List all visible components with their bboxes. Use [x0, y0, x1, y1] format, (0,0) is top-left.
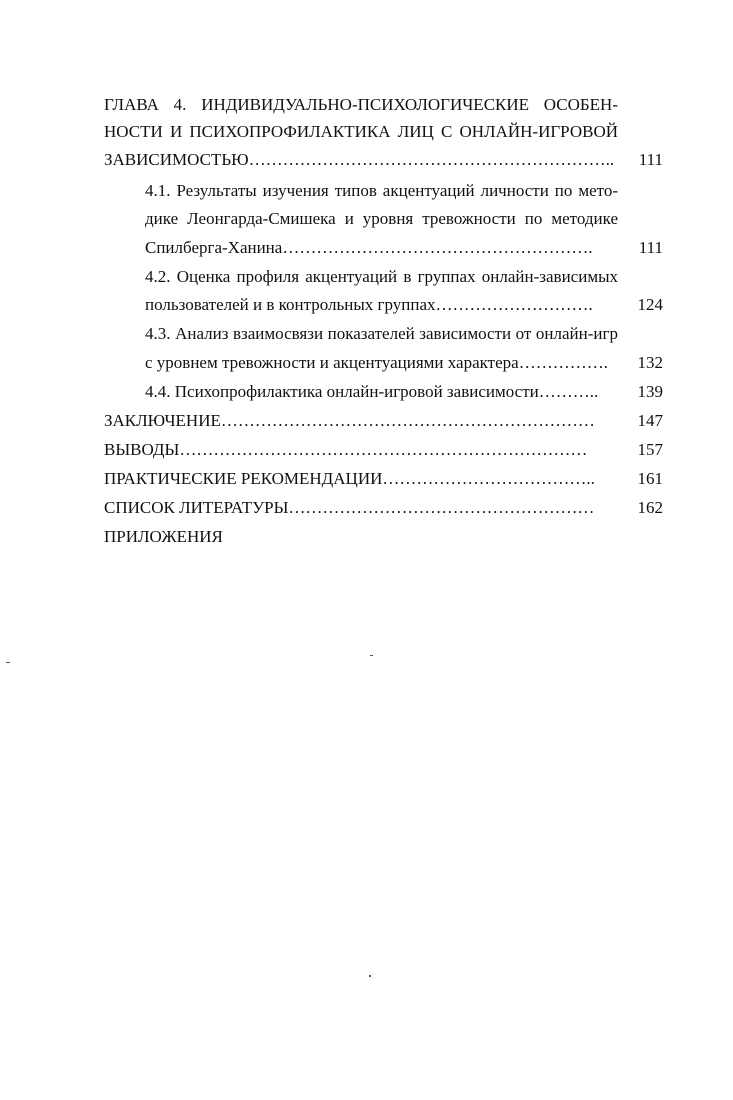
toc-section-4-2-line-2: пользователей и в контрольных группах……………………….	[145, 295, 593, 314]
toc-section-4-4-page-number: 139	[637, 382, 663, 401]
toc-section-4-3-line-1: 4.3. Анализ взаимосвязи показателей зависимости от онлайн-игр	[145, 324, 618, 343]
toc-chapter-4-line-1: ГЛАВА 4. ИНДИВИДУАЛЬНО-ПСИХОЛОГИЧЕСКИЕ ОСОБЕН-	[104, 95, 618, 114]
toc-chapter-4-line-2: НОСТИ И ПСИХОПРОФИЛАКТИКА ЛИЦ С ОНЛАЙН-ИГРОВОЙ	[104, 122, 618, 141]
toc-references-page-number: 162	[637, 498, 663, 517]
toc-section-4-1-page-number: 111	[638, 238, 663, 257]
toc-section-4-1-line-3: Спилберга-Ханина……………………………………………….	[145, 238, 593, 257]
scan-mark	[370, 655, 373, 656]
toc-recommendations-page-number: 161	[637, 469, 663, 488]
scan-mark	[6, 662, 10, 663]
toc-chapter-4-page-number: 111	[638, 150, 663, 169]
toc-recommendations-title: ПРАКТИЧЕСКИЕ РЕКОМЕНДАЦИИ………………………………..	[104, 469, 595, 488]
toc-conclusion-title: ЗАКЛЮЧЕНИЕ…………………………………………………………	[104, 411, 595, 430]
toc-section-4-4-line-1: 4.4. Психопрофилактика онлайн-игровой зависимости………..	[145, 382, 599, 401]
toc-findings-title: ВЫВОДЫ………………………………………………………………	[104, 440, 588, 459]
toc-appendices-title: ПРИЛОЖЕНИЯ	[104, 527, 223, 546]
toc-section-4-1-line-1: 4.1. Результаты изучения типов акцентуаций личности по мето-	[145, 181, 618, 200]
toc-chapter-4-line-3: ЗАВИСИМОСТЬЮ………………………………………………………..	[104, 150, 615, 169]
toc-section-4-2-page-number: 124	[637, 295, 663, 314]
toc-section-4-1-line-2: дике Леонгарда-Смишека и уровня тревожности по методике	[145, 209, 618, 228]
toc-section-4-3-page-number: 132	[637, 353, 663, 372]
toc-conclusion-page-number: 147	[637, 411, 663, 430]
scan-mark	[369, 975, 371, 977]
toc-findings-page-number: 157	[637, 440, 663, 459]
toc-references-title: СПИСОК ЛИТЕРАТУРЫ………………………………………………	[104, 498, 595, 517]
toc-section-4-2-line-1: 4.2. Оценка профиля акцентуаций в группах онлайн-зависимых	[145, 267, 618, 286]
toc-section-4-3-line-2: с уровнем тревожности и акцентуациями характера…………….	[145, 353, 608, 372]
